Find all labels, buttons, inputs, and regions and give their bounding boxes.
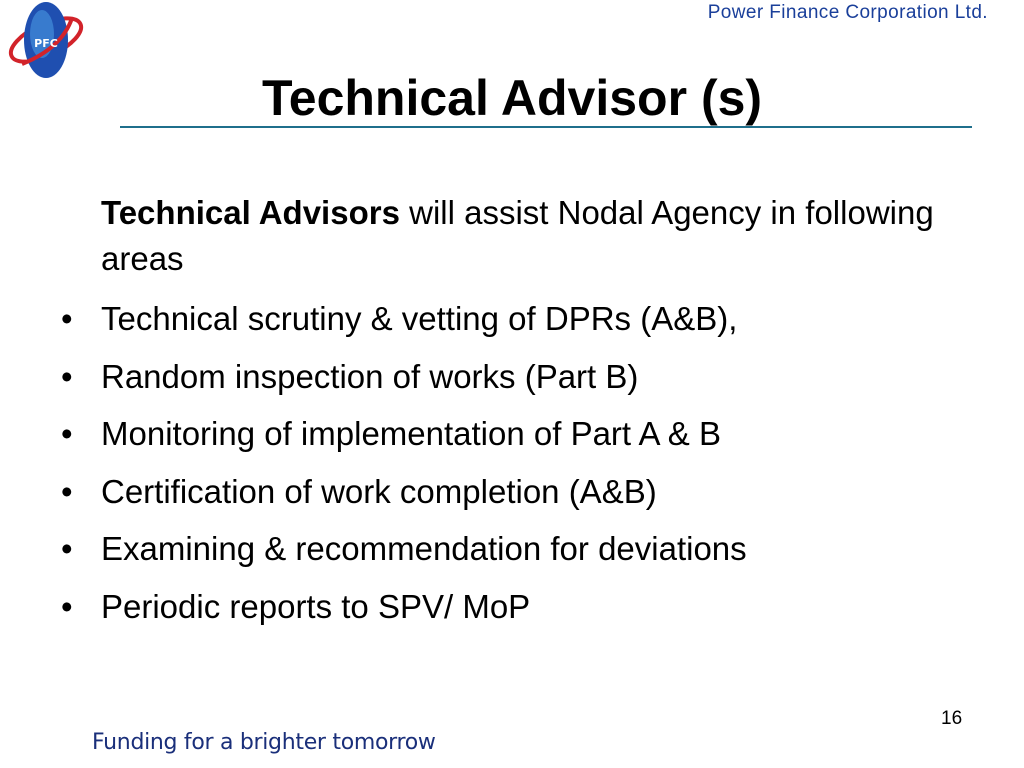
bullet-item — [55, 348, 747, 406]
slide-title: Technical Advisor (s) — [261, 70, 763, 126]
bullet-item — [55, 520, 747, 578]
bullet-text: Certification of work completion (A&B) — [101, 472, 657, 510]
bullet-dot: • — [61, 472, 73, 510]
intro-text: will assist Nodal Agency in following areas — [101, 194, 934, 277]
logo-text: PFC — [34, 37, 58, 50]
bullet-text: Random inspection of works (Part B) — [101, 357, 639, 395]
bullet-dot: • — [61, 587, 73, 625]
bullet-list — [55, 290, 747, 635]
bullet-item — [55, 405, 747, 463]
page-number: 16 — [941, 708, 963, 729]
title-underline — [120, 126, 972, 128]
bullet-dot: • — [61, 415, 73, 452]
bullet-text: Examining & recommendation for deviations — [101, 530, 747, 567]
bullet-item — [55, 290, 747, 348]
bullet-dot: • — [61, 300, 73, 337]
bullet-item — [55, 463, 747, 521]
footer-tagline: Funding for a brighter tomorrow — [92, 730, 436, 755]
bullet-text: Periodic reports to SPV/ MoP — [101, 587, 531, 625]
intro-bold: Technical Advisors — [101, 194, 400, 231]
intro-paragraph — [101, 190, 981, 282]
bullet-item — [55, 578, 747, 636]
bullet-dot: • — [61, 357, 73, 395]
bullet-text: Technical scrutiny & vetting of DPRs (A&B), — [101, 300, 738, 337]
company-name: Power Finance Corporation Ltd. — [707, 2, 988, 23]
bullet-dot: • — [61, 530, 73, 567]
bullet-text: Monitoring of implementation of Part A & B — [101, 415, 721, 452]
